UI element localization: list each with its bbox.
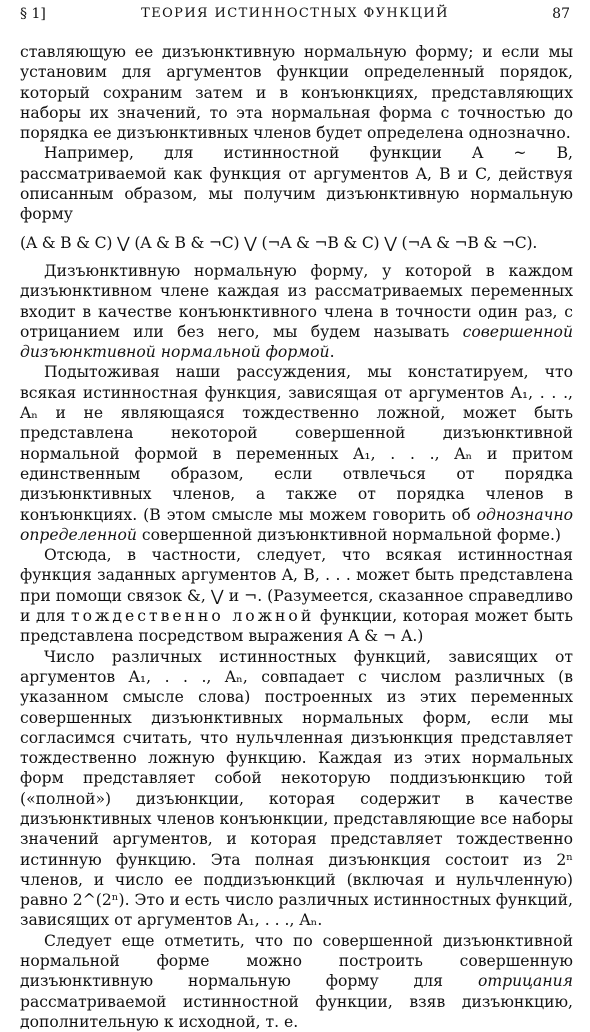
paragraph-5 — [20, 545, 573, 646]
paragraph-1: ставляющую ее дизъюнктивную нормальную форму; и если мы установим для аргументов функции определенный порядок, который сохраним затем и в конъюнкциях, представляющих наборы их значений, то эта нормальная форма с точностью до порядка ее дизъюнктивных членов будет определена однозначно. — [20, 43, 573, 143]
p7-term: отрицания — [477, 972, 573, 991]
p3-end: . — [329, 343, 335, 362]
paragraph-6: Число различных истинностных функций, зависящих от аргументов A₁, . . ., Aₙ, совпадает с числом различных (в указанном смысле слова) построенных из этих переменных совершенных дизъюнктивных нормальных форм, если мы согласимся считать, что нульчленная дизъюнкция представляет тождественно ложную функцию. Каждая из этих нормальных форм представляет собой некоторую поддизъюнкцию той («полной») дизъюнкции, которая содержит в качестве дизъюнктивных членов конъюнкции, представляющие все наборы значений аргументов, и которая представляет тождественно истинную функцию. Эта полная дизъюнкция состоит из 2ⁿ членов, и число ее поддизъюнкций (включая и нульчленную) равно 2^(2ⁿ). Это и есть число различных истинностных функций, зависящих от аргументов A₁, . . ., Aₙ. — [20, 647, 573, 930]
p7-text: Следует еще отметить, что по совершенной дизъюнктивной нормальной форме можно построить совершенную дизъюнктивную нормальную форму для — [20, 931, 573, 991]
p4-end: совершенной дизъюнктивной нормальной форме.) — [141, 525, 561, 544]
p3-text: Дизъюнктивную нормальную форму, у которой в каждом дизъюнктивном члене каждая из рассматриваемых переменных входит в качестве конъюнктивного члена в точности один раз, с отрицанием или без него, мы будем называть — [20, 261, 573, 341]
running-header — [20, 6, 570, 26]
p5-text: Отсюда, в частности, следует, что всякая истинностная функция заданных аргументов A, B, . . . может быть представлена при помощи связок &, ⋁ и ¬. (Разумеется, сказанное справедливо и для — [20, 546, 573, 626]
paragraph-4 — [20, 362, 573, 545]
p5-spaced: тождественно ложной — [71, 607, 315, 626]
paragraph-2: Например, для истинностной функции A ~ B, рассматриваемой как функция от аргументов A, B и C, действуя описанным образом, мы получим дизъюнктивную нормальную форму — [20, 144, 573, 224]
body-text — [20, 42, 573, 1032]
formula-display: (A & B & C) ⋁ (A & B & ¬C) ⋁ (¬A & ¬B & C) ⋁ (¬A & ¬B & ¬C). — [20, 233, 538, 252]
running-title: ТЕОРИЯ ИСТИННОСТНЫХ ФУНКЦИЙ — [141, 6, 449, 21]
p3-term: совершенной дизъюнктивной нормальной формой — [20, 322, 573, 362]
p4-text: Подытоживая наши рассуждения, мы констатируем, что всякая истинностная функция, зависящая от аргументов A₁, . . ., Aₙ и не являющаяся тождественно ложной, может быть представлена некоторой совершенной дизъюнктивной нормальной формой в переменных A₁, . . ., Aₙ и притом единственным образом, если отвлечься от порядка дизъюнктивных членов, а также от порядка членов в конъюнкциях. (В этом смысле мы можем говорить об — [20, 363, 573, 524]
section-marker: § 1] — [20, 6, 46, 22]
page-number: 87 — [552, 6, 570, 22]
paragraph-7 — [20, 931, 573, 1032]
p7-end: рассматриваемой истинностной функции, взяв дизъюнкцию, дополнительную к исходной, т. е. — [20, 992, 573, 1031]
paragraph-3 — [20, 261, 573, 362]
p5-end: функции, которая может быть представлена посредством выражения A & ¬ A.) — [20, 607, 573, 646]
p4-term: однозначно определенной — [20, 505, 573, 544]
